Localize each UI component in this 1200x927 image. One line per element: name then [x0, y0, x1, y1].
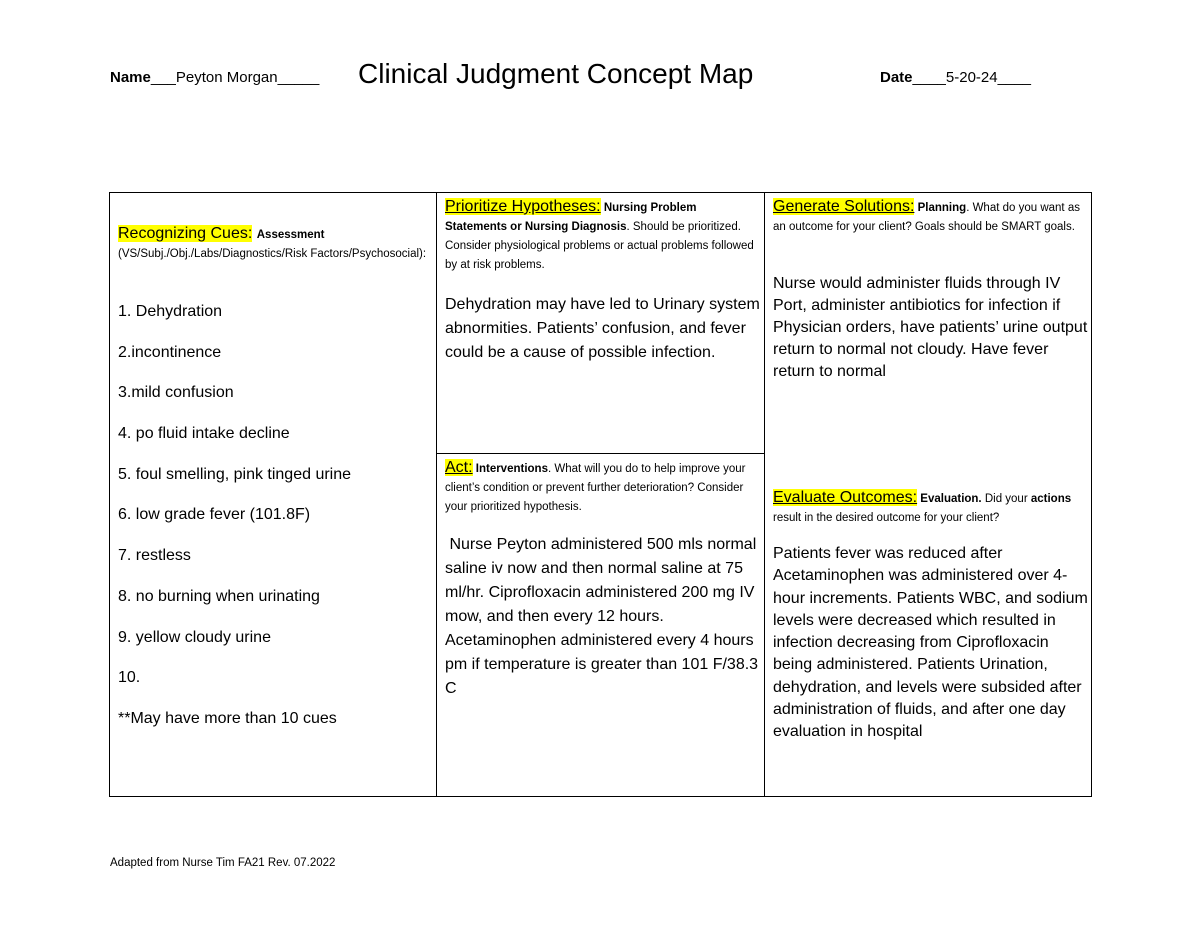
evaluate-outcomes-description-post: result in the desired outcome for your client?	[773, 512, 1000, 524]
name-label: Name	[110, 69, 151, 86]
name-field	[110, 69, 319, 86]
generate-solutions-subheading: Planning	[917, 202, 967, 214]
evaluate-outcomes-subheading: Evaluation.	[920, 493, 982, 505]
generate-solutions-description: . What do you want as an outcome for your client? Goals should be SMART goals.	[773, 202, 1080, 233]
generate-solutions-header	[773, 197, 1091, 237]
list-item: 9. yellow cloudy urine	[118, 628, 271, 646]
cell-divider	[437, 453, 764, 454]
list-item: 1. Dehydration	[118, 303, 223, 320]
list-item: 10.	[118, 669, 141, 687]
recognizing-cues-header	[118, 225, 428, 264]
list-item: 3.mild confusion	[118, 384, 234, 402]
act-description: . What will you do to help improve your client’s condition or prevent further deterioration? Consider your prioritized hypothesis.	[445, 463, 746, 513]
date-value: ____5-20-24____	[912, 69, 1031, 86]
concept-map-table	[109, 192, 1092, 797]
list-item: 5. foul smelling, pink tinged urine	[118, 465, 352, 483]
list-item: 6. low grade fever (101.8F)	[118, 506, 311, 524]
prioritize-hypotheses-body: Dehydration may have led to Urinary system abnormities. Patients’ confusion, and fever could be a cause of possible infection.	[445, 296, 760, 361]
evaluate-outcomes-description-pre: Did your	[981, 493, 1031, 505]
prioritize-hypotheses-header	[445, 197, 761, 275]
act-heading: Act:	[445, 459, 473, 476]
date-label: Date	[880, 69, 913, 86]
act-header	[445, 458, 761, 517]
recognizing-cues-cell	[110, 193, 437, 796]
evaluate-outcomes-header	[773, 488, 1091, 528]
evaluate-outcomes-body: Patients fever was reduced after Acetaminophen was administered over 4-hour increments. Patients WBC, and sodium levels were decreased which resulted in infection decreasing from Ciprofloxacin being administered. Patients Urination, dehydration, and levels were subsided after administration of fluids, and after one day evaluation in hospital	[773, 545, 1088, 741]
list-item: 2.incontinence	[118, 343, 222, 361]
prioritize-hypotheses-subheading: Nursing Problem Statements or Nursing Diagnosis	[445, 202, 697, 233]
generate-solutions-heading: Generate Solutions:	[773, 198, 915, 215]
recognizing-cues-description: (VS/Subj./Obj./Labs/Diagnostics/Risk Factors/Psychosocial):	[118, 248, 427, 260]
cues-list	[118, 303, 428, 751]
prioritize-hypotheses-description: . Should be prioritized. Consider physiological problems or actual problems followed by at risk problems.	[445, 221, 754, 271]
hypotheses-act-column	[437, 193, 765, 796]
list-item: 4. po fluid intake decline	[118, 425, 290, 443]
recognizing-cues-subheading: Assessment	[256, 229, 325, 241]
recognizing-cues-heading: Recognizing Cues:	[118, 225, 253, 242]
solutions-outcomes-column	[765, 193, 1091, 796]
name-value: ___Peyton Morgan_____	[150, 69, 320, 86]
generate-solutions-body: Nurse would administer fluids through IV Port, administer antibiotics for infection if Physician orders, have patients’ urine output return to normal not cloudy. Have fever return to normal	[773, 275, 1088, 380]
page-header	[110, 56, 1110, 96]
list-item: 7. restless	[118, 547, 191, 565]
list-item: **May have more than 10 cues	[118, 709, 337, 727]
prioritize-hypotheses-heading: Prioritize Hypotheses:	[445, 198, 601, 215]
footer-note: Adapted from Nurse Tim FA21 Rev. 07.2022	[110, 857, 336, 869]
list-item: 8. no burning when urinating	[118, 587, 320, 605]
date-field	[880, 69, 1031, 86]
act-subheading: Interventions	[475, 463, 548, 475]
evaluate-outcomes-heading: Evaluate Outcomes:	[773, 489, 918, 506]
evaluate-outcomes-description-bold: actions	[1030, 493, 1072, 505]
act-body: Nurse Peyton administered 500 mls normal saline iv now and then normal saline at 75 ml/hr. Ciprofloxacin administered 200 mg IV mow, and then every 12 hours. Acetaminophen administered every 4 hours pm if temperature is greater than 101 F/38.3 C	[445, 536, 763, 697]
page-title: Clinical Judgment Concept Map	[358, 58, 754, 89]
